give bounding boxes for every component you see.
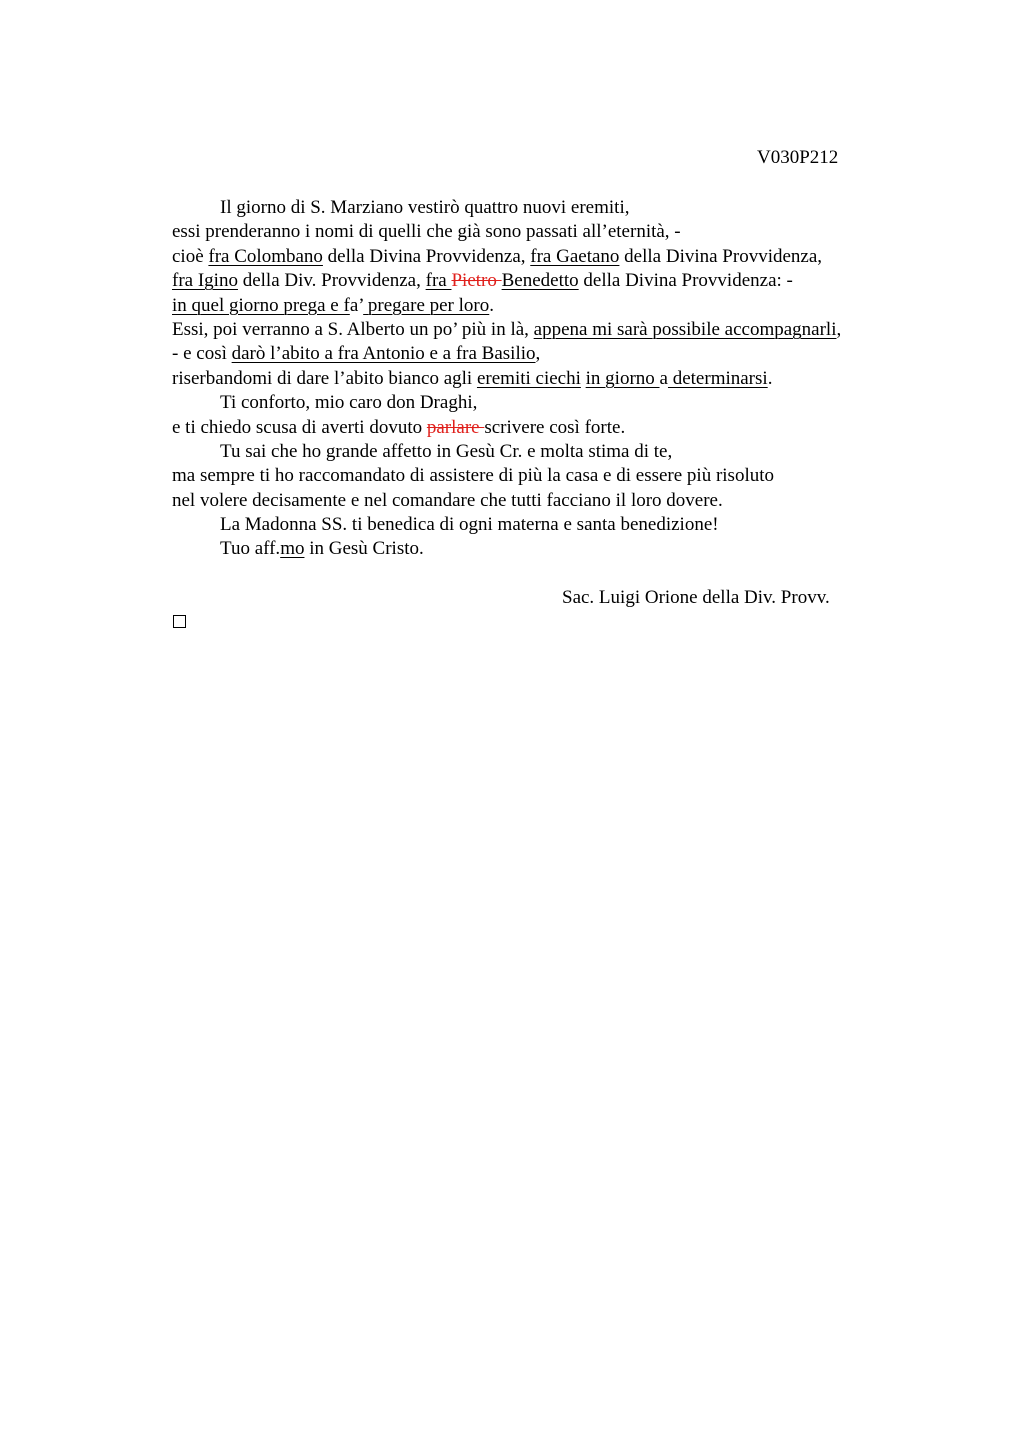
- blank-line: [172, 562, 932, 586]
- signature: Sac. Luigi Orione della Div. Provv.: [562, 587, 830, 609]
- letter-line-13: nel volere decisamente e nel comandare che tutti facciano il loro dovere.: [172, 489, 723, 511]
- text-segment: riserbandomi di dare l’abito bianco agli: [172, 367, 477, 389]
- text-segment: ,: [836, 318, 842, 340]
- underlined-text: in quel giorno prega e f: [172, 294, 350, 316]
- text-segment: Essi, poi verranno a S. Alberto un po’ più in là,: [172, 318, 534, 340]
- letter-line-7: [172, 342, 932, 366]
- text-segment: a: [659, 367, 668, 389]
- text-segment: e ti chiedo scusa di averti dovuto: [172, 416, 427, 438]
- text-segment: della Divina Provvidenza,: [322, 245, 531, 267]
- underlined-name: Benedetto: [501, 270, 579, 292]
- underlined-name: fra Gaetano: [530, 245, 620, 267]
- document-reference: V030P212: [757, 147, 839, 168]
- underlined-text: darò l’abito a fra Antonio e a fra Basilio: [231, 343, 536, 365]
- text-segment: della Div. Provvidenza,: [237, 270, 426, 292]
- letter-line-9: Ti conforto, mio caro don Draghi,: [220, 392, 478, 414]
- deleted-text: parlare: [426, 416, 485, 438]
- text-segment: cioè: [172, 245, 209, 267]
- text-segment: scrivere così forte.: [484, 416, 626, 438]
- letter-line-3: [172, 245, 932, 269]
- underlined-name: fra Colombano: [208, 245, 323, 267]
- text-segment: .: [767, 367, 773, 389]
- underlined-text: in giorno: [585, 367, 660, 389]
- underlined-text: eremiti ciechi: [476, 367, 581, 389]
- text-segment: della Divina Provvidenza: -: [578, 270, 793, 292]
- letter-line-12: ma sempre ti ho raccomandato di assistere di più la casa e di essere più risoluto: [172, 465, 775, 487]
- letter-line-4: [172, 269, 932, 293]
- letter-line-11: Tu sai che ho grande affetto in Gesù Cr. e molta stima di te,: [220, 440, 673, 462]
- letter-line-8: [172, 367, 932, 391]
- letter-body: [172, 196, 932, 611]
- letter-line-2: essi prenderanno i nomi di quelli che già sono passati all’eternità, -: [172, 221, 681, 243]
- text-segment: ,: [535, 343, 541, 365]
- checkbox-square-icon: [173, 615, 186, 628]
- underlined-text: pregare per loro: [363, 294, 490, 316]
- text-segment: a’: [349, 294, 364, 316]
- text-segment: - e così: [172, 343, 232, 365]
- text-segment: della Divina Provvidenza,: [619, 245, 823, 267]
- underlined-name: fra Igino: [172, 270, 238, 292]
- text-segment: .: [489, 294, 494, 316]
- text-segment: Tuo aff.: [220, 538, 281, 560]
- letter-line-10: [172, 416, 932, 440]
- letter-line-5: [172, 294, 932, 318]
- underlined-text: determinarsi: [667, 367, 768, 389]
- text-segment: in Gesù Cristo.: [304, 538, 424, 560]
- deleted-text: Pietro: [451, 270, 502, 292]
- letter-line-15: [172, 537, 932, 561]
- underlined-text: mo: [280, 538, 305, 560]
- underlined-text: fra: [425, 270, 452, 292]
- letter-line-14: La Madonna SS. ti benedica di ogni materna e santa benedizione!: [220, 514, 719, 536]
- letter-line-6: [172, 318, 932, 342]
- underlined-text: appena mi sarà possibile accompagnarli: [533, 318, 837, 340]
- letter-line-1: Il giorno di S. Marziano vestirò quattro nuovi eremiti,: [220, 197, 630, 218]
